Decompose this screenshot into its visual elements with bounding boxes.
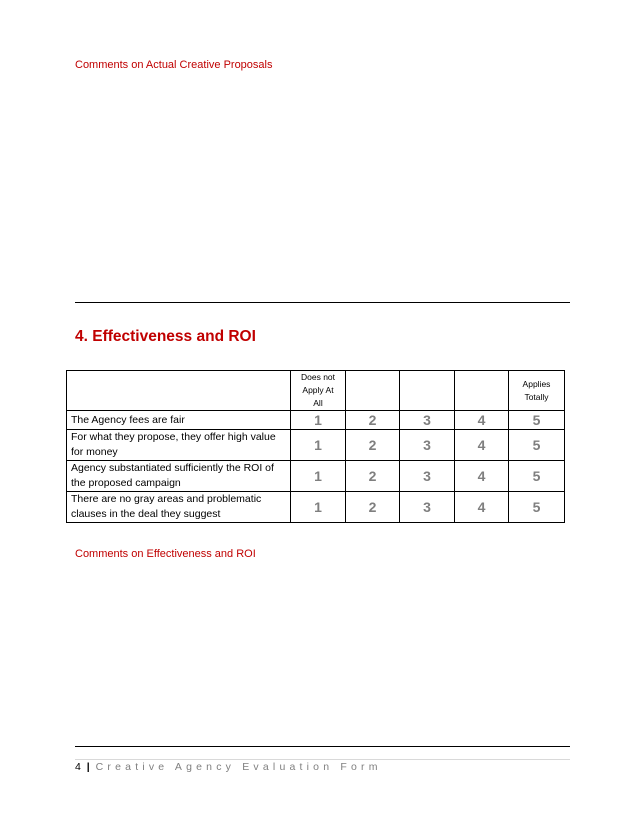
score-option[interactable]: 2 bbox=[346, 411, 400, 430]
header-empty-cell bbox=[455, 371, 509, 411]
score-option[interactable]: 5 bbox=[509, 461, 565, 492]
statement-cell: There are no gray areas and problematic clauses in the deal they suggest bbox=[67, 492, 291, 523]
score-option[interactable]: 4 bbox=[455, 430, 509, 461]
score-option[interactable]: 2 bbox=[346, 461, 400, 492]
header-empty-cell bbox=[346, 371, 400, 411]
footer-doc-title: Creative Agency Evaluation Form bbox=[95, 761, 382, 773]
score-option[interactable]: 4 bbox=[455, 461, 509, 492]
page-number: 4 bbox=[75, 761, 81, 773]
score-option[interactable]: 5 bbox=[509, 430, 565, 461]
table-row bbox=[67, 411, 565, 430]
score-option[interactable]: 4 bbox=[455, 411, 509, 430]
page-footer bbox=[75, 761, 382, 773]
score-option[interactable]: 4 bbox=[455, 492, 509, 523]
score-option[interactable]: 1 bbox=[291, 411, 346, 430]
score-option[interactable]: 2 bbox=[346, 430, 400, 461]
table-row bbox=[67, 461, 565, 492]
score-option[interactable]: 3 bbox=[400, 461, 455, 492]
comment-area-divider bbox=[75, 302, 570, 303]
table-header-row bbox=[67, 371, 565, 411]
score-option[interactable]: 3 bbox=[400, 430, 455, 461]
score-option[interactable]: 3 bbox=[400, 411, 455, 430]
score-option[interactable]: 1 bbox=[291, 430, 346, 461]
score-option[interactable]: 1 bbox=[291, 492, 346, 523]
table-row bbox=[67, 430, 565, 461]
statement-cell: The Agency fees are fair bbox=[67, 411, 291, 430]
score-option[interactable]: 3 bbox=[400, 492, 455, 523]
score-option[interactable]: 2 bbox=[346, 492, 400, 523]
comments-creative-label: Comments on Actual Creative Proposals bbox=[75, 59, 273, 71]
header-does-not-apply: Does not Apply At All bbox=[291, 371, 346, 411]
ratings-table bbox=[66, 370, 565, 523]
header-applies-totally: Applies Totally bbox=[509, 371, 565, 411]
score-option[interactable]: 5 bbox=[509, 492, 565, 523]
comments-effectiveness-label: Comments on Effectiveness and ROI bbox=[75, 548, 256, 560]
header-empty-cell bbox=[400, 371, 455, 411]
score-option[interactable]: 1 bbox=[291, 461, 346, 492]
table-row bbox=[67, 492, 565, 523]
footer-divider bbox=[75, 759, 570, 760]
comment-area-divider bbox=[75, 746, 570, 747]
footer-separator: | bbox=[86, 761, 90, 773]
score-option[interactable]: 5 bbox=[509, 411, 565, 430]
section-heading: 4. Effectiveness and ROI bbox=[75, 328, 256, 345]
header-empty-cell bbox=[67, 371, 291, 411]
statement-cell: Agency substantiated sufficiently the ROI of the proposed campaign bbox=[67, 461, 291, 492]
statement-cell: For what they propose, they offer high value for money bbox=[67, 430, 291, 461]
